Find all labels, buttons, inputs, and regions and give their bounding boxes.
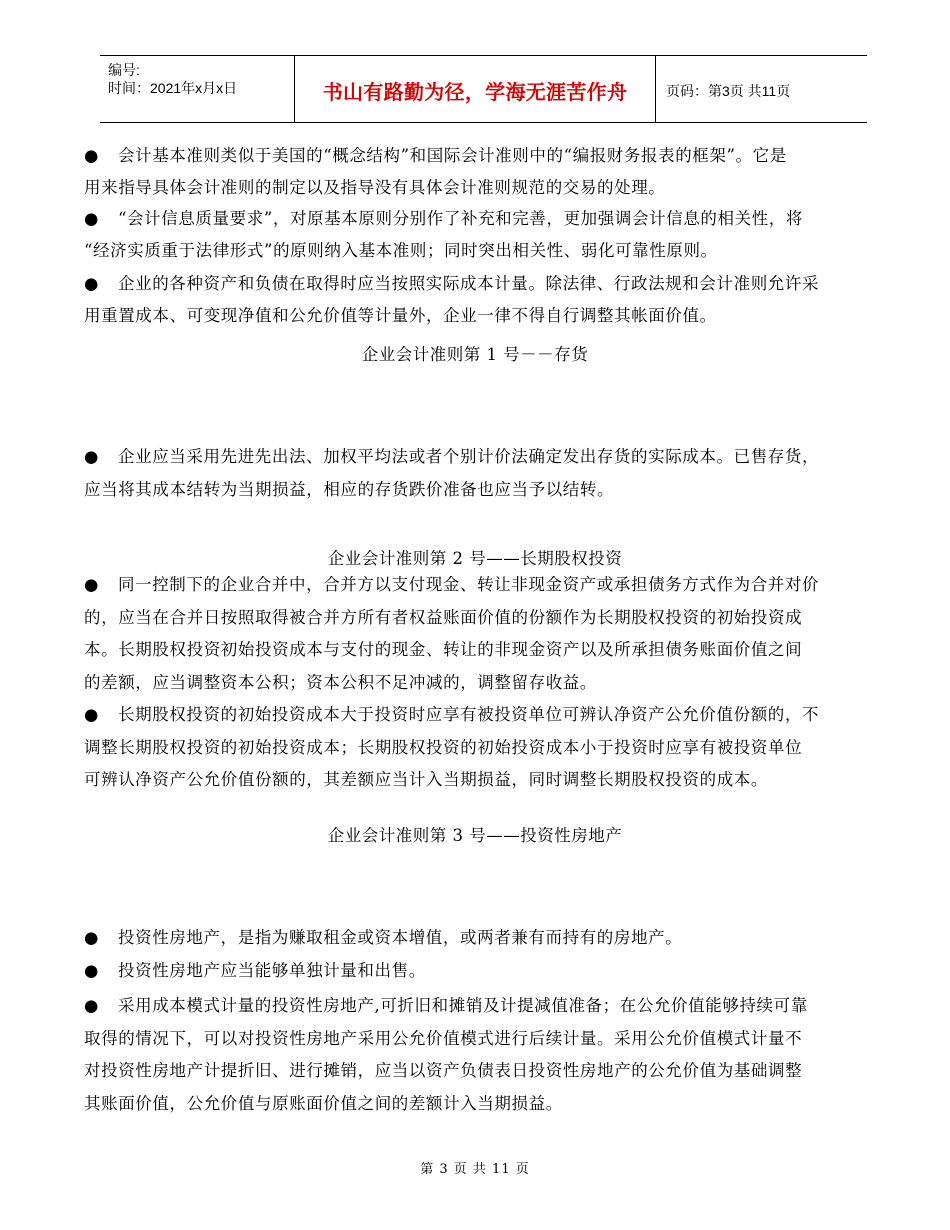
paragraph-line: ● 采用成本模式计量的投资性房地产,可折旧和摊销及计提减值准备；在公允价值能够持续可靠: [84, 996, 808, 1015]
section-heading: 企业会计准则第 2 号——长期股权投资: [327, 549, 623, 568]
section-heading: 企业会计准则第 1 号－－存货: [361, 345, 589, 364]
paragraph-line: ● 投资性房地产，是指为赚取租金或资本增值，或两者兼有而持有的房地产。: [84, 928, 683, 947]
paragraph-line: 应当将其成本结转为当期损益，相应的存货跌价准备也应当予以结转。: [84, 480, 615, 499]
bullet-icon: ●: [84, 705, 99, 724]
paragraph-line: 本。长期股权投资初始投资成本与支付的现金、转让的非现金资产以及所承担债务账面价值之间: [84, 640, 803, 659]
paragraph-line: ● 同一控制下的企业合并中，合并方以支付现金、转让非现金资产或承担债务方式作为合并对价: [84, 575, 820, 594]
header-motto: 书山有路勤为径，学海无涯苦作舟: [322, 80, 628, 104]
bullet-icon: ●: [84, 961, 99, 980]
paragraph-line: 对投资性房地产计提折旧、进行摊销，应当以资产负债表日投资性房地产的公允价值为基础调整: [84, 1061, 803, 1080]
paragraph-line: ● 会计基本准则类似于美国的“概念结构”和国际会计准则中的“编报财务报表的框架”。它是: [84, 146, 787, 165]
paragraph-line: “经济实质重于法律形式”的原则纳入基本准则；同时突出相关性、弱化可靠性原则。: [84, 241, 718, 260]
paragraph-line: 可辨认净资产公允价值份额的，其差额应当计入当期损益，同时调整长期股权投资的成本。: [84, 770, 768, 789]
paragraph-line: ● “会计信息质量要求”，对原基本原则分别作了补充和完善，更加强调会计信息的相关性，将: [84, 209, 803, 228]
paragraph-line: 取得的情况下，可以对投资性房地产采用公允价值模式进行后续计量。采用公允价值模式计量不: [84, 1029, 803, 1048]
bullet-icon: ●: [84, 575, 99, 594]
header-page-cell: [656, 56, 867, 122]
paragraph-line: 用来指导具体会计准则的制定以及指导没有具体会计准则规范的交易的处理。: [84, 178, 666, 197]
paragraph-line: ● 企业应当采用先进先出法、加权平均法或者个别计价法确定发出存货的实际成本。已售存货，: [84, 447, 820, 466]
paragraph-line: 的，应当在合并日按照取得被合并方所有者权益账面价值的份额作为长期股权投资的初始投资成: [84, 608, 803, 627]
bullet-icon: ●: [84, 146, 99, 165]
bullet-icon: ●: [84, 996, 99, 1015]
header-page-number: 页码：第3页 共11页: [666, 83, 791, 99]
document-number-label: 编号:: [108, 62, 140, 78]
header-motto-cell: [295, 56, 656, 122]
section-heading: 企业会计准则第 3 号——投资性房地产: [327, 826, 623, 845]
bullet-icon: ●: [84, 209, 99, 228]
header-info-cell: [100, 56, 295, 122]
page-footer: 第 3 页 共 11 页: [420, 1162, 530, 1177]
paragraph-line: 其账面价值，公允价值与原账面价值之间的差额计入当期损益。: [84, 1094, 563, 1113]
bullet-icon: ●: [84, 274, 99, 293]
paragraph-line: ● 企业的各种资产和负债在取得时应当按照实际成本计量。除法律、行政法规和会计准则允许采: [84, 274, 820, 293]
paragraph-line: ● 投资性房地产应当能够单独计量和出售。: [84, 961, 426, 980]
paragraph-line: 调整长期股权投资的初始投资成本；长期股权投资的初始投资成本小于投资时应享有被投资单位: [84, 738, 803, 757]
paragraph-line: ● 长期股权投资的初始投资成本大于投资时应享有被投资单位可辨认净资产公允价值份额的，不: [84, 705, 820, 724]
page-header: [100, 55, 867, 123]
paragraph-line: 的差额，应当调整资本公积；资本公积不足冲减的，调整留存收益。: [84, 673, 597, 692]
document-time-label: 时间：2021年x月x日: [108, 80, 238, 96]
paragraph-line: 用重置成本、可变现净值和公允价值等计量外，企业一律不得自行调整其帐面价值。: [84, 306, 717, 325]
bullet-icon: ●: [84, 447, 99, 466]
bullet-icon: ●: [84, 928, 99, 947]
